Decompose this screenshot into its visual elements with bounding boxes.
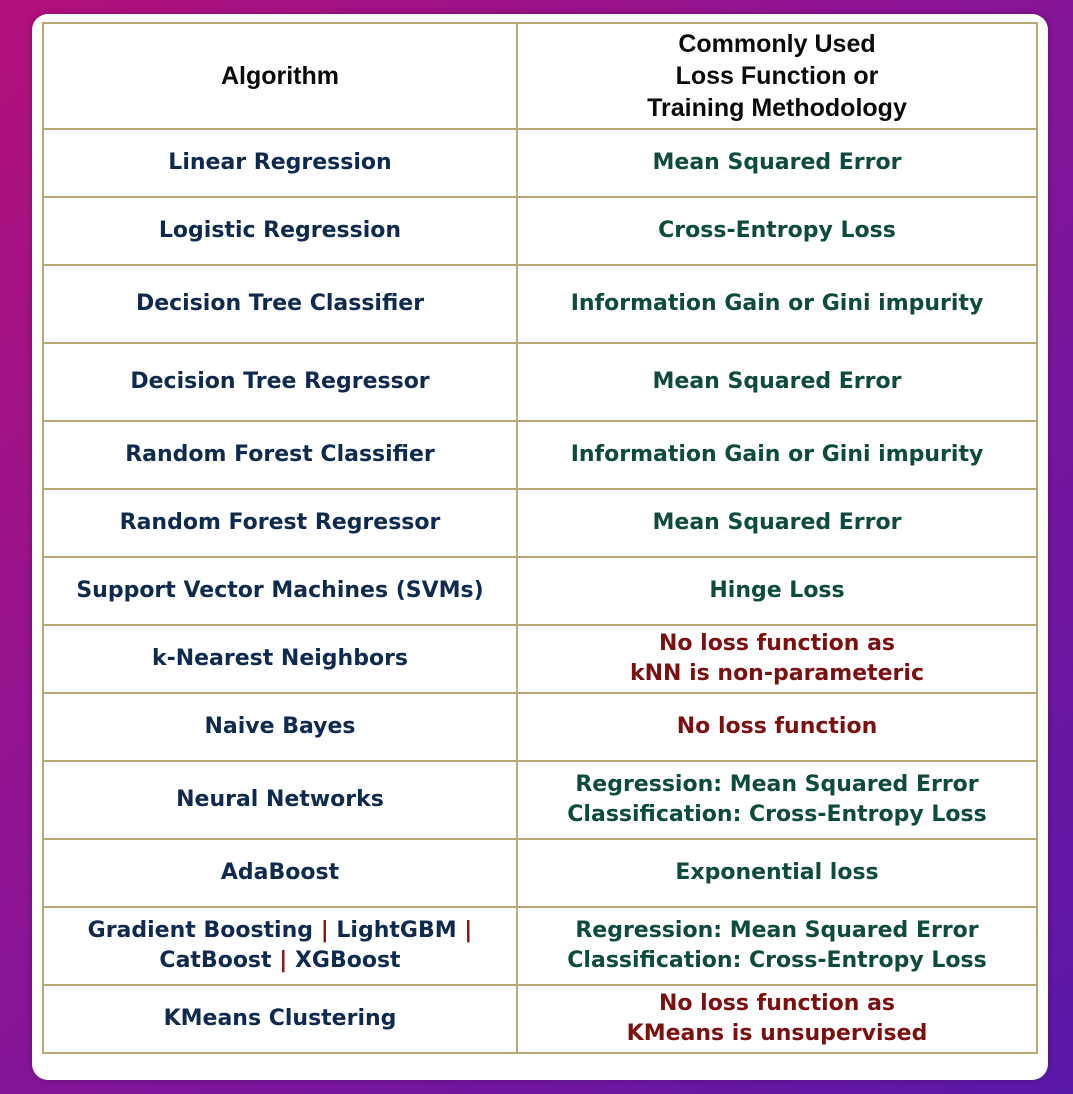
loss-line: KMeans is unsupervised: [626, 1021, 928, 1046]
header-algorithm: Algorithm: [43, 23, 517, 129]
algorithm-name: CatBoost: [159, 948, 272, 973]
algorithm-line: [50, 916, 510, 946]
loss-cell: Hinge Loss: [517, 557, 1037, 625]
loss-line: No loss function as: [658, 991, 896, 1016]
algorithm-loss-table: [42, 22, 1038, 1054]
header-loss-function: [517, 23, 1037, 129]
loss-cell: Mean Squared Error: [517, 489, 1037, 557]
loss-cell: Information Gain or Gini impurity: [517, 421, 1037, 489]
loss-cell: Mean Squared Error: [517, 129, 1037, 197]
table-row: [43, 839, 1037, 907]
loss-line: Classification: Cross-Entropy Loss: [567, 802, 987, 827]
algorithm-cell: Random Forest Regressor: [43, 489, 517, 557]
algorithm-cell: AdaBoost: [43, 839, 517, 907]
loss-cell: [517, 761, 1037, 839]
loss-cell: [517, 907, 1037, 985]
separator: |: [464, 918, 473, 943]
loss-line: No loss function as: [658, 631, 896, 656]
algorithm-cell: Decision Tree Classifier: [43, 265, 517, 343]
table-row: [43, 265, 1037, 343]
loss-cell: Mean Squared Error: [517, 343, 1037, 421]
loss-line: Regression: Mean Squared Error: [575, 772, 979, 797]
algorithm-cell: k-Nearest Neighbors: [43, 625, 517, 693]
algorithm-cell: Decision Tree Regressor: [43, 343, 517, 421]
algorithm-name: LightGBM: [336, 918, 457, 943]
algorithm-name: Gradient Boosting: [87, 918, 314, 943]
algorithm-cell: Logistic Regression: [43, 197, 517, 265]
algorithm-cell: Neural Networks: [43, 761, 517, 839]
loss-cell: [517, 985, 1037, 1053]
header-line: Loss Function or: [675, 62, 879, 90]
algorithm-cell: KMeans Clustering: [43, 985, 517, 1053]
table-row: [43, 489, 1037, 557]
table-row: [43, 907, 1037, 985]
separator: |: [279, 948, 288, 973]
header-line: Commonly Used: [678, 30, 876, 58]
loss-cell: Cross-Entropy Loss: [517, 197, 1037, 265]
algorithm-cell: [43, 907, 517, 985]
algorithm-line: [50, 946, 510, 976]
table-row: [43, 693, 1037, 761]
loss-cell: Exponential loss: [517, 839, 1037, 907]
algorithm-cell: Random Forest Classifier: [43, 421, 517, 489]
table-row: [43, 421, 1037, 489]
algorithm-cell: Naive Bayes: [43, 693, 517, 761]
table-row: [43, 761, 1037, 839]
table-row: [43, 985, 1037, 1053]
separator: |: [320, 918, 329, 943]
loss-line: Regression: Mean Squared Error: [575, 918, 979, 943]
algorithm-name: XGBoost: [294, 948, 401, 973]
loss-line: Classification: Cross-Entropy Loss: [567, 948, 987, 973]
loss-cell: Information Gain or Gini impurity: [517, 265, 1037, 343]
header-line: Training Methodology: [647, 94, 907, 122]
algorithm-cell: Support Vector Machines (SVMs): [43, 557, 517, 625]
table-row: [43, 625, 1037, 693]
loss-cell: No loss function: [517, 693, 1037, 761]
table-row: [43, 557, 1037, 625]
header-row: [43, 23, 1037, 129]
table-row: [43, 197, 1037, 265]
loss-line: kNN is non-parameteric: [630, 661, 924, 686]
table-row: [43, 343, 1037, 421]
table-row: [43, 129, 1037, 197]
algorithm-cell: Linear Regression: [43, 129, 517, 197]
table-card: [32, 14, 1048, 1080]
loss-cell: [517, 625, 1037, 693]
